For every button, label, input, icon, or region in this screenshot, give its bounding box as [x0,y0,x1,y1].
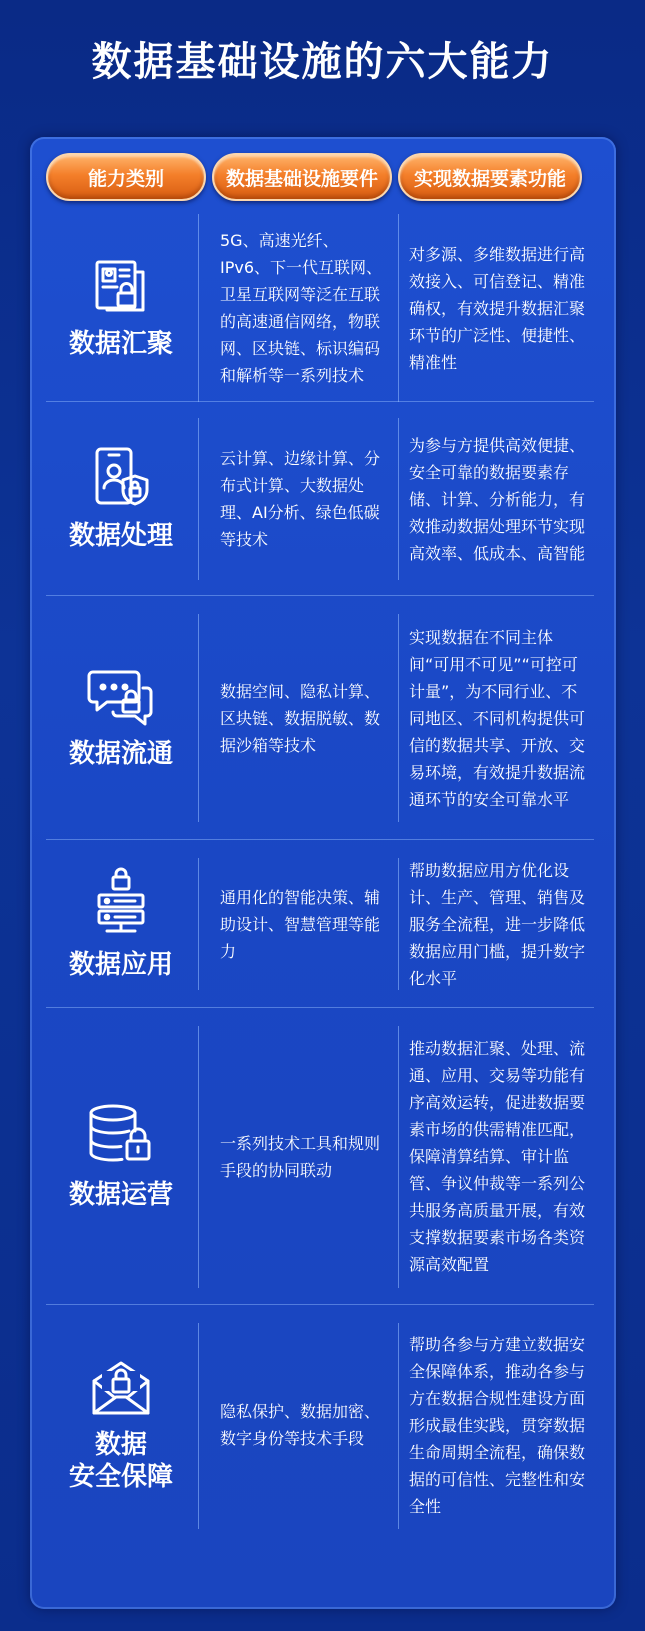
envelope-lock-icon [88,1357,154,1417]
table-row [46,402,594,596]
category-label: 数据运营 [68,1180,173,1211]
table-row [46,1008,594,1305]
function-text: 实现数据在不同主体间“可用不可见”“可控可计量”，为不同行业、不同地区、不同机构提供可信的数据共享、开放、交易环境，有效提升数据流通环节的安全可靠水平 [409,627,586,809]
table-row [46,214,594,402]
header-function: 实现数据要素功能 [398,153,582,201]
id-card-lock-icon [91,256,151,316]
mobile-shield-icon [91,446,151,508]
category-label: 数据 安全保障 [68,1429,173,1492]
function-text: 帮助数据应用方优化设计、生产、管理、销售及服务全流程，进一步降低数据应用门槛，提升数字化水平 [409,860,586,988]
requirement-text: 隐私保护、数据加密、数字身份等技术手段 [220,1402,381,1448]
requirement-text: 一系列技术工具和规则手段的协同联动 [220,1133,381,1180]
function-text: 帮助各参与方建立数据安全保障体系，推动各参与方在数据合规性建设方面形成最佳实践，贯穿数据生命周期全流程，确保数据的可信性、完整性和安全性 [409,1334,586,1516]
header-category: 能力类别 [46,153,206,201]
database-lock-icon [85,1101,157,1167]
chat-lock-icon [87,666,155,726]
requirement-text: 通用化的智能决策、辅助设计、智慧管理等能力 [220,887,381,961]
table-row [46,840,594,1008]
function-text: 对多源、多维数据进行高效接入、可信登记、精准确权，有效提升数据汇聚环节的广泛性、便捷性、精准性 [409,244,586,372]
function-text: 为参与方提供高效便捷、安全可靠的数据要素存储、计算、分析能力，有效推动数据处理环节实现高效率、低成本、高智能 [409,435,586,563]
server-lock-icon [93,867,149,937]
requirement-text: 数据空间、隐私计算、区块链、数据脱敏、数据沙箱等技术 [220,681,381,755]
requirement-text: 5G、高速光纤、IPv6、下一代互联网、卫星互联网等泛在互联的高速通信网络，物联网、区块链、标识编码和解析等一系列技术 [220,231,383,385]
page-title: 数据基础设施的六大能力 [91,39,554,85]
category-label: 数据汇聚 [68,328,173,359]
table-row [46,1305,594,1545]
category-label: 数据流通 [68,738,173,769]
requirement-text: 云计算、边缘计算、分布式计算、大数据处理、AI分析、绿色低碳等技术 [220,449,381,549]
function-text: 推动数据汇聚、处理、流通、应用、交易等功能有序高效运转，促进数据要素市场的供需精准匹配，保障清算结算、审计监管、争议仲裁等一系列公共服务高质量开展，有效支撑数据要素市场各类资源高效配置 [409,1039,586,1274]
header-requirement: 数据基础设施要件 [212,153,392,201]
category-label: 数据处理 [68,520,173,551]
category-label: 数据应用 [68,949,173,980]
table-row [46,596,594,840]
